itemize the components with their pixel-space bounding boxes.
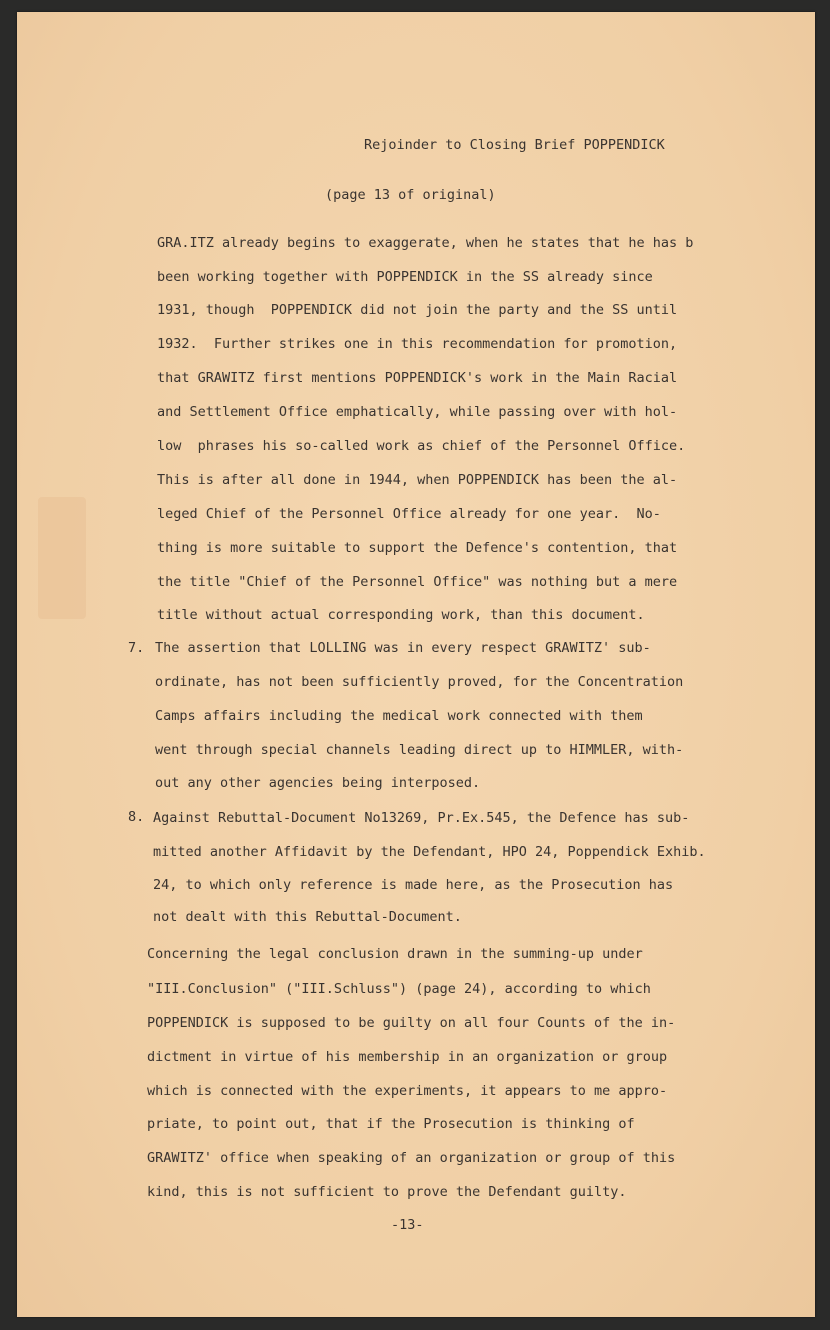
text-line: went through special channels leading direct up to HIMMLER, with- xyxy=(155,742,684,758)
page-number: -13- xyxy=(391,1217,424,1233)
text-line: not dealt with this Rebuttal-Document. xyxy=(153,909,462,925)
text-line: priate, to point out, that if the Prosecution is thinking of xyxy=(147,1116,635,1132)
text-line: thing is more suitable to support the Defence's contention, that xyxy=(157,540,678,556)
text-line: low phrases his so-called work as chief of the Personnel Office. xyxy=(157,438,686,454)
text-line: "III.Conclusion" ("III.Schluss") (page 24), according to which xyxy=(147,981,651,997)
text-line: and Settlement Office emphatically, while passing over with hol- xyxy=(157,404,678,420)
text-line: the title "Chief of the Personnel Office" was nothing but a mere xyxy=(157,574,678,590)
text-line: 1931, though POPPENDICK did not join the party and the SS until xyxy=(157,302,678,318)
item-number: 7. xyxy=(128,640,145,656)
item-number: 8. xyxy=(128,809,145,825)
document-page xyxy=(17,12,815,1317)
text-line: The assertion that LOLLING was in every respect GRAWITZ' sub- xyxy=(155,640,651,656)
header-title: Rejoinder to Closing Brief POPPENDICK xyxy=(364,137,665,153)
text-line: ordinate, has not been sufficiently proved, for the Concentration xyxy=(155,674,684,690)
text-line: been working together with POPPENDICK in the SS already since xyxy=(157,269,653,285)
text-line: leged Chief of the Personnel Office already for one year. No- xyxy=(157,506,661,522)
text-line: Concerning the legal conclusion drawn in the summing-up under xyxy=(147,946,643,962)
text-line: title without actual corresponding work, than this document. xyxy=(157,607,653,623)
text-line: 1932. Further strikes one in this recommendation for promotion, xyxy=(157,336,678,352)
paper-stain xyxy=(38,497,86,619)
text-line: out any other agencies being interposed. xyxy=(155,775,481,791)
text-line: POPPENDICK is supposed to be guilty on all four Counts of the in- xyxy=(147,1015,676,1031)
text-line: Camps affairs including the medical work connected with them xyxy=(155,708,643,724)
text-line: that GRAWITZ first mentions POPPENDICK's work in the Main Racial xyxy=(157,370,678,386)
text-line: This is after all done in 1944, when POPPENDICK has been the al- xyxy=(157,472,678,488)
text-line: 24, to which only reference is made here, as the Prosecution has xyxy=(153,877,674,893)
text-line: Against Rebuttal-Document No13269, Pr.Ex.545, the Defence has sub- xyxy=(153,810,690,826)
text-line: which is connected with the experiments, it appears to me appro- xyxy=(147,1083,668,1099)
text-line: GRA.ITZ already begins to exaggerate, when he states that he has b xyxy=(157,235,694,251)
text-line: mitted another Affidavit by the Defendant, HPO 24, Poppendick Exhib. xyxy=(153,844,706,860)
text-line: dictment in virtue of his membership in an organization or group xyxy=(147,1049,668,1065)
text-line: GRAWITZ' office when speaking of an organization or group of this xyxy=(147,1150,676,1166)
page-note: (page 13 of original) xyxy=(325,187,496,203)
text-line: kind, this is not sufficient to prove the Defendant guilty. xyxy=(147,1184,627,1200)
